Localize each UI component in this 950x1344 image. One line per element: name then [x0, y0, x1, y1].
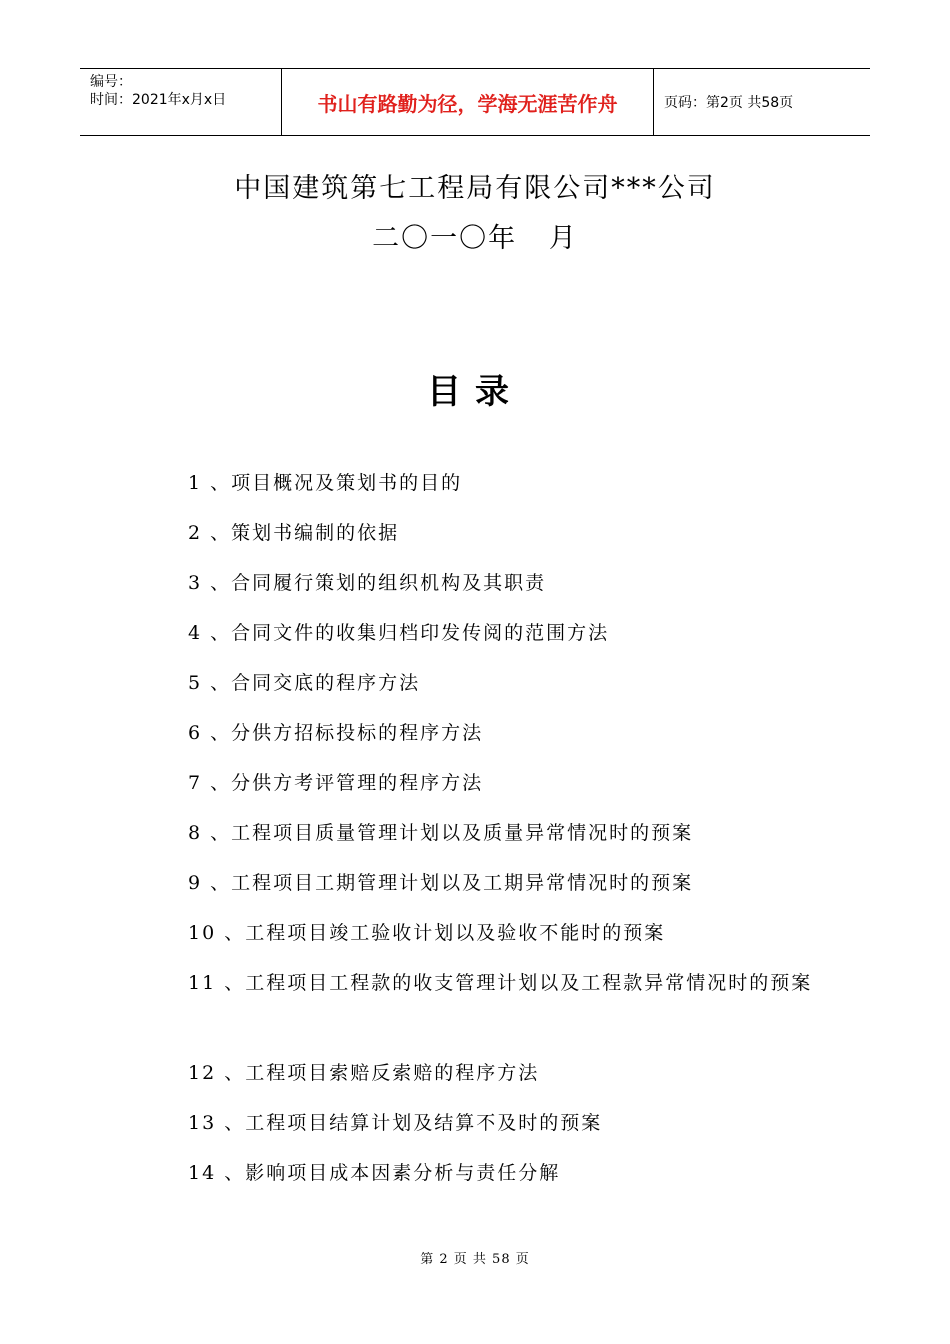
page-footer: 第 2 页 共 58 页	[420, 1252, 530, 1267]
toc-item: 12 、工程项目索赔反索赔的程序方法	[188, 1062, 540, 1084]
toc-item: 13 、工程项目结算计划及结算不及时的预案	[188, 1112, 603, 1134]
header-meta	[80, 69, 282, 135]
toc-item: 14 、影响项目成本因素分析与责任分解	[188, 1162, 561, 1184]
toc-item: 8 、工程项目质量管理计划以及质量异常情况时的预案	[188, 822, 694, 844]
toc-item: 1 、项目概况及策划书的目的	[188, 472, 463, 494]
toc-item: 11 、工程项目工程款的收支管理计划以及工程款异常情况时的预案	[188, 972, 813, 994]
toc-item: 4 、合同文件的收集归档印发传阅的范围方法	[188, 622, 610, 644]
document-date: 二〇一〇年 月	[372, 223, 578, 254]
toc-item: 10 、工程项目竣工验收计划以及验收不能时的预案	[188, 922, 666, 944]
header-motto: 书山有路勤为径，学海无涯苦作舟	[282, 69, 654, 135]
time-label: 时间：2021年x月x日	[90, 92, 227, 108]
toc-item: 5 、合同交底的程序方法	[188, 672, 421, 694]
toc-item: 6 、分供方招标投标的程序方法	[188, 722, 484, 744]
company-name: 中国建筑第七工程局有限公司***公司	[234, 173, 716, 204]
page-header	[80, 68, 870, 136]
toc-item: 7 、分供方考评管理的程序方法	[188, 772, 484, 794]
header-page-info: 页码：第2页 共58页	[664, 95, 794, 111]
toc-title: 目录	[427, 372, 523, 412]
toc-item: 9 、工程项目工期管理计划以及工期异常情况时的预案	[188, 872, 694, 894]
toc-item: 2 、策划书编制的依据	[188, 522, 400, 544]
number-label: 编号：	[90, 74, 132, 90]
toc-item: 3 、合同履行策划的组织机构及其职责	[188, 572, 547, 594]
table-of-contents	[146, 468, 826, 1208]
